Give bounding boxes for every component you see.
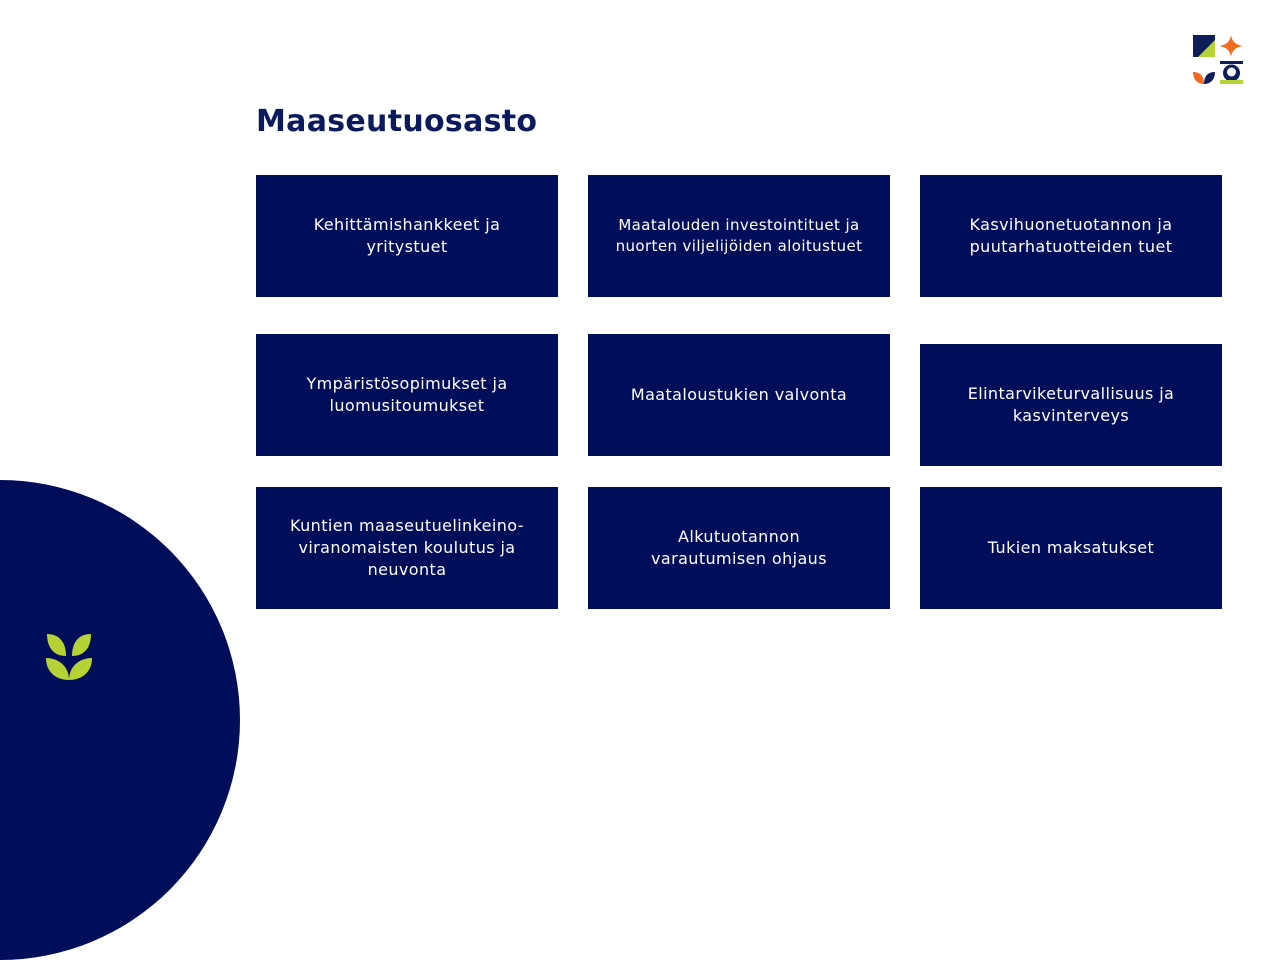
tile-label: Maataloustukien valvonta — [630, 385, 848, 404]
tile-label: Elintarviketurvallisuus ja kasvinterveys — [967, 384, 1175, 425]
tile-maksatukset — [920, 487, 1222, 609]
tile-ymparistosopimukset — [256, 334, 558, 456]
tile-alkutuotanto — [588, 487, 890, 609]
tile-label: Kasvihuonetuotannon ja puutarhatuotteiden tuet — [969, 215, 1173, 256]
ruokavirasto-logo-icon — [1192, 34, 1244, 86]
tile-koulutus-neuvonta — [256, 487, 558, 609]
tile-kehittamishankkeet — [256, 175, 558, 297]
tile-label: Alkutuotannon varautumisen ohjaus — [651, 527, 827, 568]
page-title: Maaseutuosasto — [256, 104, 538, 139]
sprout-leaves-icon — [44, 632, 94, 682]
corner-decoration — [0, 480, 240, 960]
tile-label: Kuntien maaseutuelinkeino- viranomaisten koulutus ja neuvonta — [290, 516, 524, 579]
tile-investointituet — [588, 175, 890, 297]
tile-label: Ympäristösopimukset ja luomusitoumukset — [306, 374, 508, 415]
tile-label: Kehittämishankkeet ja yritystuet — [313, 215, 501, 256]
tile-valvonta — [588, 334, 890, 456]
tile-label: Maatalouden investointituet ja nuorten viljelijöiden aloitustuet — [615, 216, 863, 255]
tile-label: Tukien maksatukset — [987, 538, 1155, 557]
tile-kasvihuonetuotanto — [920, 175, 1222, 297]
tile-elintarviketurvallisuus — [920, 344, 1222, 466]
